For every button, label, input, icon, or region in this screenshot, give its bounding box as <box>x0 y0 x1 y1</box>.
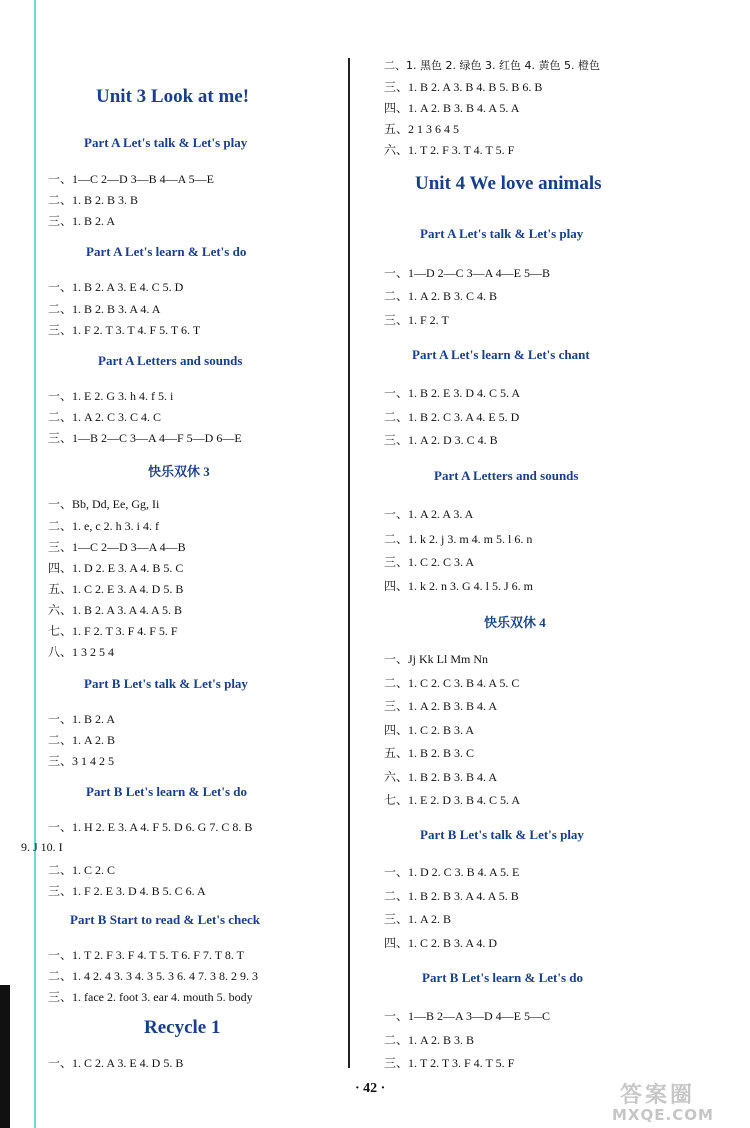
answer-line: 一、1. B 2. E 3. D 4. C 5. A <box>384 386 521 400</box>
answer-line: 三、1. B 2. A 3. B 4. B 5. B 6. B <box>384 80 543 94</box>
page-number: · 42 · <box>355 1081 386 1096</box>
answer-line: 四、1. C 2. B 3. A <box>384 723 475 737</box>
answer-line: 二、1. A 2. C 3. C 4. C <box>48 410 162 424</box>
answer-line: 四、1. A 2. B 3. B 4. A 5. A <box>384 101 520 115</box>
recycle-1-title: Recycle 1 <box>144 1017 221 1038</box>
section-title: Part B Start to read & Let's check <box>70 912 261 927</box>
answer-line: 二、1. B 2. B 3. B <box>48 193 139 207</box>
answer-line: 四、1. C 2. B 3. A 4. D <box>384 936 498 950</box>
answer-line: 四、1. k 2. n 3. G 4. l 5. J 6. m <box>384 579 534 593</box>
answer-line: 二、1. C 2. C <box>48 863 116 877</box>
answer-line: 七、1. F 2. T 3. F 4. F 5. F <box>48 624 178 638</box>
unit-3-title: Unit 3 Look at me! <box>96 86 250 107</box>
answer-line: 二、1. B 2. C 3. A 4. E 5. D <box>384 410 520 424</box>
answer-line: 四、1. D 2. E 3. A 4. B 5. C <box>48 561 184 575</box>
answer-line: 三、1. A 2. D 3. C 4. B <box>384 433 498 447</box>
section-title: Part A Letters and sounds <box>98 353 243 368</box>
answer-line: 三、1. face 2. foot 3. ear 4. mouth 5. body <box>48 990 253 1004</box>
answer-line: 三、1. F 2. T 3. T 4. F 5. T 6. T <box>48 323 201 337</box>
answer-line: 一、1. H 2. E 3. A 4. F 5. D 6. G 7. C 8. B <box>48 820 253 834</box>
answer-line: 二、1. 黑色 2. 绿色 3. 红色 4. 黄色 5. 橙色 <box>384 59 600 72</box>
answer-line: 七、1. E 2. D 3. B 4. C 5. A <box>384 793 521 807</box>
section-title: 快乐双休 3 <box>148 464 210 479</box>
answer-line: 三、1. C 2. C 3. A <box>384 555 475 569</box>
answer-line: 三、1. A 2. B <box>384 912 452 926</box>
answer-line: 三、3 1 4 2 5 <box>48 754 115 768</box>
answer-line: 二、1. A 2. B 3. B <box>384 1033 475 1047</box>
watermark-text: 答案圈 <box>620 1083 696 1108</box>
answer-line: 三、1—C 2—D 3—A 4—B <box>48 540 186 554</box>
section-title: Part A Letters and sounds <box>434 468 579 483</box>
answer-line: 一、1. D 2. C 3. B 4. A 5. E <box>384 865 520 879</box>
answer-line: 三、1. F 2. T <box>384 313 449 327</box>
answer-line: 三、1—B 2—C 3—A 4—F 5—D 6—E <box>48 431 242 445</box>
answer-line: 二、1. C 2. C 3. B 4. A 5. C <box>384 676 520 690</box>
answer-line: 二、1. B 2. B 3. A 4. A 5. B <box>384 889 519 903</box>
answer-line: 一、1—B 2—A 3—D 4—E 5—C <box>384 1009 551 1023</box>
answer-line: 二、1. k 2. j 3. m 4. m 5. l 6. n <box>384 532 533 546</box>
answer-line: 二、1. e, c 2. h 3. i 4. f <box>48 519 159 533</box>
answer-line: 六、1. B 2. B 3. B 4. A <box>384 770 498 784</box>
answer-line: 八、1 3 2 5 4 <box>48 645 115 659</box>
section-title: Part A Let's learn & Let's chant <box>412 347 590 362</box>
answer-line: 一、1—C 2—D 3—B 4—A 5—E <box>48 172 215 186</box>
answer-line: 三、1. T 2. T 3. F 4. T 5. F <box>384 1056 515 1070</box>
section-title: Part B Let's learn & Let's do <box>86 784 248 799</box>
section-title: 快乐双休 4 <box>484 615 546 630</box>
answer-line: 六、1. T 2. F 3. T 4. T 5. F <box>384 143 515 157</box>
answer-line: 一、1. E 2. G 3. h 4. f 5. i <box>48 389 174 403</box>
watermark-url: MXQE.COM <box>612 1106 714 1124</box>
answer-line: 一、1—D 2—C 3—A 4—E 5—B <box>384 266 551 280</box>
answer-line: 二、1. A 2. B <box>48 733 116 747</box>
answer-line: 二、1. A 2. B 3. C 4. B <box>384 289 498 303</box>
answer-line: 三、1. F 2. E 3. D 4. B 5. C 6. A <box>48 884 206 898</box>
answer-line: 五、1. C 2. E 3. A 4. D 5. B <box>48 582 184 596</box>
answer-line: 一、1. T 2. F 3. F 4. T 5. T 6. F 7. T 8. T <box>48 948 244 962</box>
answer-line: 一、Bb, Dd, Ee, Gg, Ii <box>48 497 160 511</box>
margin-guide-line <box>34 0 36 1128</box>
section-title: Part B Let's talk & Let's play <box>84 676 248 691</box>
section-title: Part A Let's talk & Let's play <box>84 135 248 150</box>
answer-line: 一、1. C 2. A 3. E 4. D 5. B <box>48 1056 184 1070</box>
answer-line: 二、1. 4 2. 4 3. 3 4. 3 5. 3 6. 4 7. 3 8. 2 9. 3 <box>48 969 259 983</box>
answer-line: 一、1. B 2. A 3. E 4. C 5. D <box>48 280 184 294</box>
answer-line: 六、1. B 2. A 3. A 4. A 5. B <box>48 603 183 617</box>
unit-4-title: Unit 4 We love animals <box>415 173 602 194</box>
section-title: Part A Let's learn & Let's do <box>86 244 247 259</box>
scan-edge-shadow <box>0 985 10 1128</box>
answer-line: 三、1. B 2. A <box>48 214 116 228</box>
section-title: Part B Let's learn & Let's do <box>422 970 584 985</box>
watermark-logo <box>612 1078 747 1126</box>
answer-line: 一、1. A 2. A 3. A <box>384 507 474 521</box>
answer-line: 一、1. B 2. A <box>48 712 116 726</box>
section-title: Part A Let's talk & Let's play <box>420 226 584 241</box>
answer-line: 9. J 10. I <box>21 840 63 854</box>
answer-line: 二、1. B 2. B 3. A 4. A <box>48 302 161 316</box>
section-title: Part B Let's talk & Let's play <box>420 827 584 842</box>
answer-line: 五、1. B 2. B 3. C <box>384 746 475 760</box>
answer-line: 五、2 1 3 6 4 5 <box>384 122 460 136</box>
column-divider <box>348 58 350 1068</box>
answer-line: 三、1. A 2. B 3. B 4. A <box>384 699 498 713</box>
answer-line: 一、Jj Kk Ll Mm Nn <box>384 652 489 666</box>
